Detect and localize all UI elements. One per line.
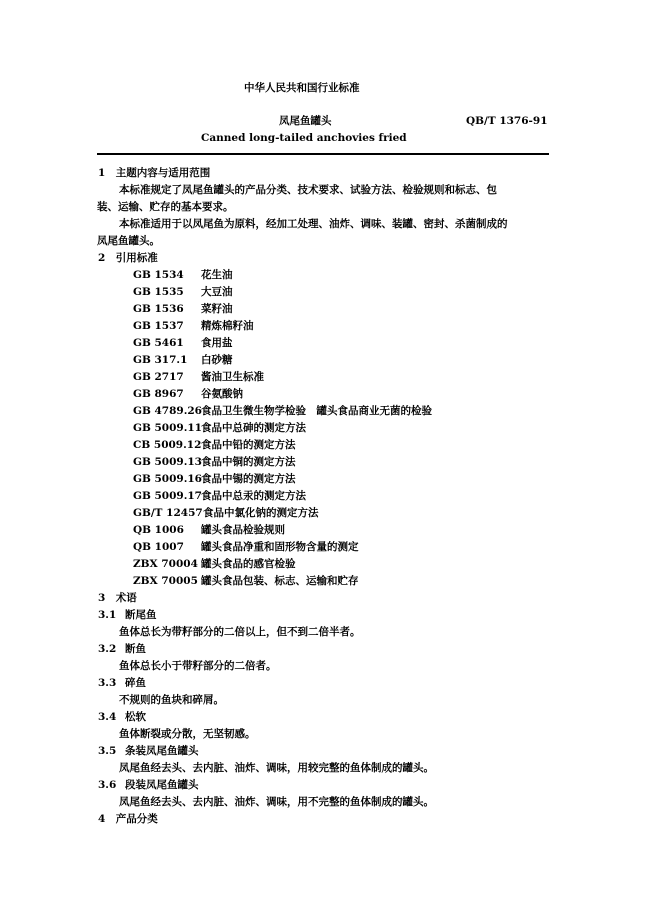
term-heading (98, 779, 199, 792)
section-1-heading: 1 主题内容与适用范围 (98, 167, 211, 179)
ref-name: 精炼棉籽油 (201, 320, 254, 332)
ref-item (133, 388, 243, 401)
term-name: 碎鱼 (125, 677, 146, 689)
term-definition: 不规则的鱼块和碎屑。 (119, 694, 224, 706)
ref-code: GB 4789.26 (133, 405, 202, 417)
ref-name: 食品中铜的测定方法 (201, 456, 296, 468)
header-rule (97, 153, 549, 155)
section-1-para-1b: 装、运输、贮存的基本要求。 (97, 201, 234, 213)
ref-name: 罐头食品包装、标志、运输和贮存 (201, 575, 359, 587)
standard-number: QB/T 1376-91 (466, 115, 548, 127)
ref-name: 酱油卫生标准 (201, 371, 264, 383)
standard-title-cn: 凤尾鱼罐头 (279, 115, 332, 127)
ref-name: 罐头食品的感官检验 (201, 558, 296, 570)
ref-name: 食品中铅的测定方法 (201, 439, 296, 451)
ref-code: GB 1534 (133, 269, 184, 281)
term-name: 段装凤尾鱼罐头 (125, 779, 199, 791)
section-1-para-2b: 凤尾鱼罐头。 (97, 235, 160, 247)
term-definition: 鱼体总长为带籽部分的二倍以上，但不到二倍半者。 (119, 626, 361, 638)
ref-code: GB/T 12457 (133, 507, 203, 519)
ref-code: GB 317.1 (133, 354, 188, 366)
ref-code: GB 2717 (133, 371, 184, 383)
ref-item (133, 337, 233, 350)
ref-code: GB 1537 (133, 320, 184, 332)
ref-item (133, 422, 306, 435)
ref-code: QB 1006 (133, 524, 184, 536)
section-3-heading: 3 术语 (98, 592, 137, 604)
ref-name: 罐头食品检验规则 (201, 524, 285, 536)
ref-item (133, 439, 296, 452)
term-definition: 凤尾鱼经去头、去内脏、油炸、调味，用不完整的鱼体制成的罐头。 (119, 796, 434, 808)
standard-title-en: Canned long-tailed anchovies fried (201, 132, 407, 144)
ref-name: 菜籽油 (201, 303, 233, 315)
ref-item (133, 371, 264, 384)
ref-item (133, 541, 359, 554)
section-4-heading: 4 产品分类 (98, 813, 158, 825)
term-name: 条装凤尾鱼罐头 (125, 745, 199, 757)
ref-item (133, 303, 233, 316)
ref-code: ZBX 70004 (133, 558, 198, 570)
term-heading (98, 643, 146, 656)
ref-item (133, 558, 296, 571)
ref-item (133, 405, 432, 418)
ref-code: QB 1007 (133, 541, 184, 553)
term-number: 3.6 (98, 779, 117, 791)
org-title: 中华人民共和国行业标准 (244, 82, 360, 94)
ref-item (133, 524, 285, 537)
ref-name: 食品中总汞的测定方法 (201, 490, 306, 502)
ref-code: GB 1535 (133, 286, 184, 298)
term-heading (98, 609, 157, 622)
ref-item (133, 354, 233, 367)
ref-code: GB 5009.11 (133, 422, 202, 434)
ref-name: 食用盐 (201, 337, 233, 349)
ref-item (133, 575, 359, 588)
section-2-heading: 2 引用标准 (98, 252, 158, 264)
ref-name: 花生油 (201, 269, 233, 281)
ref-code: GB 5009.13 (133, 456, 202, 468)
ref-item (133, 286, 233, 299)
ref-item (133, 269, 233, 282)
ref-code: ZBX 70005 (133, 575, 198, 587)
ref-code: GB 5009.17 (133, 490, 202, 502)
section-1-para-2a: 本标准适用于以凤尾鱼为原料，经加工处理、油炸、调味、装罐、密封、杀菌制成的 (119, 218, 508, 230)
term-definition: 鱼体断裂或分散，无坚韧感。 (119, 728, 256, 740)
ref-item (133, 456, 296, 469)
ref-name: 罐头食品净重和固形物含量的测定 (201, 541, 359, 553)
ref-code: GB 1536 (133, 303, 184, 315)
ref-name: 食品卫生微生物学检验 罐头食品商业无菌的检验 (201, 405, 432, 417)
ref-name: 食品中锡的测定方法 (201, 473, 296, 485)
term-name: 断尾鱼 (125, 609, 157, 621)
ref-item (133, 490, 306, 503)
term-number: 3.3 (98, 677, 117, 689)
ref-code: GB 5009.16 (133, 473, 202, 485)
term-heading (98, 745, 199, 758)
ref-name: 食品中氯化钠的测定方法 (203, 507, 319, 519)
term-definition: 鱼体总长小于带籽部分的二倍者。 (119, 660, 277, 672)
term-name: 断鱼 (125, 643, 146, 655)
ref-item (133, 320, 254, 333)
ref-name: 谷氨酸钠 (201, 388, 243, 400)
ref-name: 食品中总砷的测定方法 (201, 422, 306, 434)
term-number: 3.2 (98, 643, 117, 655)
term-heading (98, 677, 146, 690)
term-number: 3.4 (98, 711, 117, 723)
ref-code: GB 5461 (133, 337, 184, 349)
section-1-para-1a: 本标准规定了凤尾鱼罐头的产品分类、技术要求、试验方法、检验规则和标志、包 (119, 184, 497, 196)
term-definition: 凤尾鱼经去头、去内脏、油炸、调味，用较完整的鱼体制成的罐头。 (119, 762, 434, 774)
term-number: 3.1 (98, 609, 117, 621)
ref-item (133, 507, 319, 520)
term-name: 松软 (125, 711, 146, 723)
ref-code: CB 5009.12 (133, 439, 202, 451)
ref-name: 大豆油 (201, 286, 233, 298)
ref-item (133, 473, 296, 486)
term-number: 3.5 (98, 745, 117, 757)
ref-name: 白砂糖 (201, 354, 233, 366)
term-heading (98, 711, 146, 724)
ref-code: GB 8967 (133, 388, 184, 400)
